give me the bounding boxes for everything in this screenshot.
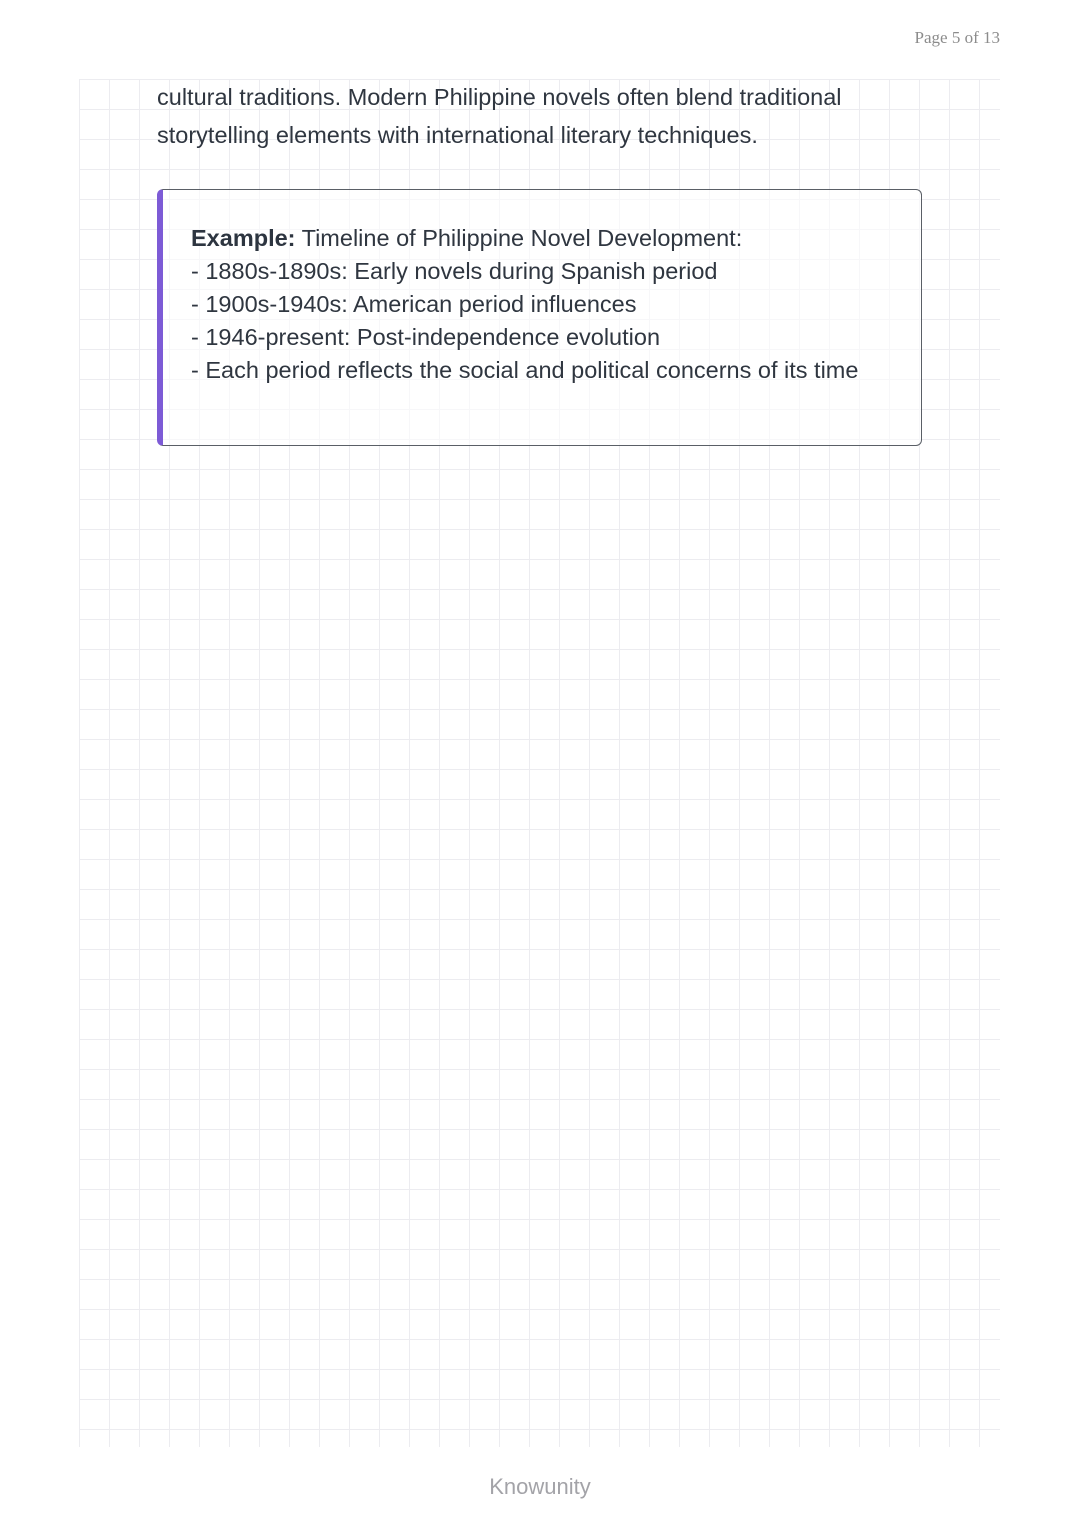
example-title: Timeline of Philippine Novel Development: <box>295 225 743 251</box>
example-box <box>157 189 922 446</box>
example-heading <box>191 222 881 255</box>
timeline-item: - 1946-present: Post-independence evolution <box>191 324 661 350</box>
example-label: Example: <box>191 225 296 251</box>
page-number: Page 5 of 13 <box>914 28 1000 47</box>
intro-text: cultural traditions. Modern Philippine novels often blend traditional storytelling elements with international literary techniques. <box>157 84 842 148</box>
footer-brand: Knowunity <box>489 1474 591 1499</box>
intro-paragraph <box>157 79 937 154</box>
timeline-item: - 1900s-1940s: American period influences <box>191 291 637 317</box>
timeline-item: - 1880s-1890s: Early novels during Spanish period <box>191 258 718 284</box>
timeline-item: - Each period reflects the social and political concerns of its time <box>191 357 859 383</box>
